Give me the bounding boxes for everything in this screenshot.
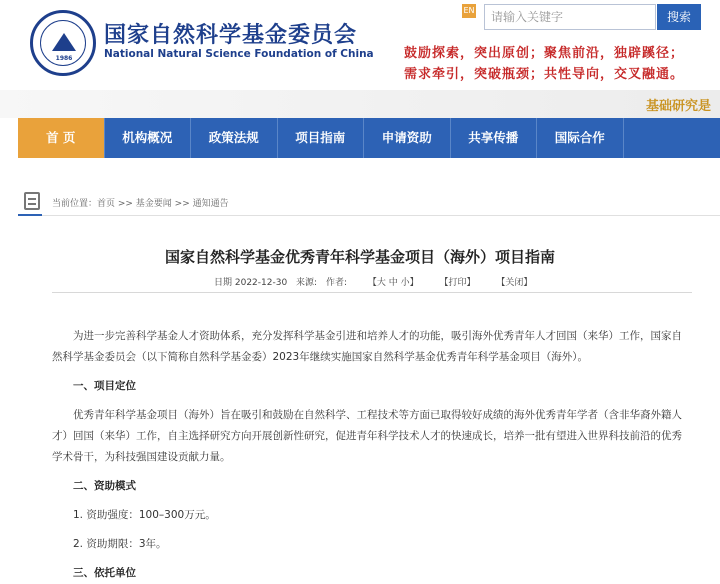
article-source: 来源: bbox=[296, 278, 318, 288]
nav-item-about[interactable]: 机构概况 bbox=[105, 118, 192, 158]
paragraph-funding-amount: 1. 资助强度：100–300万元。 bbox=[73, 509, 216, 521]
org-name-cn: 国家自然科学基金委员会 bbox=[104, 23, 358, 48]
location-icon-line bbox=[28, 203, 36, 205]
nav-item-share[interactable]: 共享传播 bbox=[451, 118, 538, 158]
breadcrumb-divider bbox=[18, 215, 720, 216]
site-header bbox=[0, 0, 720, 90]
article-author: 作者: bbox=[325, 278, 348, 288]
article-meta bbox=[214, 275, 538, 288]
header-ribbon bbox=[0, 90, 720, 118]
font-size-control[interactable]: 【大 中 小】 bbox=[367, 278, 419, 288]
title-divider bbox=[52, 292, 692, 293]
location-icon bbox=[24, 192, 40, 210]
nav-item-policy[interactable]: 政策法规 bbox=[191, 118, 278, 158]
nav-item-intl[interactable]: 国际合作 bbox=[537, 118, 624, 158]
nsfc-logo[interactable] bbox=[30, 10, 96, 76]
language-switch-icon[interactable]: EN bbox=[462, 4, 476, 18]
article-date: 日期 2022-12-30 bbox=[214, 278, 288, 288]
org-name-en: National Natural Science Foundation of China bbox=[104, 48, 374, 60]
slogan-line-2: 需求牵引，突破瓶颈；共性导向，交叉融通。 bbox=[404, 67, 685, 82]
logo-year: 1986 bbox=[55, 55, 73, 62]
nav-item-home[interactable]: 首 页 bbox=[18, 118, 105, 158]
close-link[interactable]: 【关闭】 bbox=[496, 278, 533, 288]
breadcrumb[interactable]: 当前位置：首页 >> 基金要闻 >> 通知通告 bbox=[52, 199, 229, 209]
article-title: 国家自然科学基金优秀青年科学基金项目（海外）项目指南 bbox=[164, 248, 555, 266]
location-icon-line bbox=[28, 198, 36, 200]
main-nav bbox=[18, 118, 720, 158]
paragraph-positioning: 优秀青年科学基金项目（海外）旨在吸引和鼓励在自然科学、工程技术等方面已取得较好成绩的海外优秀青年学者（含非华裔外籍人才）回国（来华）工作，自主选择研究方向开展创新性研究，促进青年科学技术人才的快速成长，培养一批有望进入世界科技前沿的优秀学术骨干，为科技强国建设贡献力量。 bbox=[52, 409, 682, 463]
search-input[interactable]: 请输入关键字 bbox=[484, 4, 656, 30]
paragraph-funding-period: 2. 资助期限：3年。 bbox=[73, 538, 167, 550]
nav-item-apply[interactable]: 申请资助 bbox=[364, 118, 451, 158]
section-heading-3: 三、依托单位 bbox=[73, 567, 136, 579]
logo-inner-ring bbox=[40, 20, 86, 66]
section-heading-2: 二、资助模式 bbox=[73, 480, 136, 492]
slogan-line-1: 鼓励探索，突出原创；聚焦前沿，独辟蹊径； bbox=[404, 46, 685, 61]
section-heading-1: 一、项目定位 bbox=[73, 380, 136, 392]
article-body bbox=[52, 326, 692, 584]
nav-item-guide[interactable]: 项目指南 bbox=[278, 118, 365, 158]
paragraph-intro: 为进一步完善科学基金人才资助体系，充分发挥科学基金引进和培养人才的功能，吸引海外优秀青年人才回国（来华）工作，国家自然科学基金委员会（以下简称自然科学基金委）2023年继续实施国家自然科学基金优秀青年科学基金项目（海外）。 bbox=[52, 330, 682, 363]
breadcrumb-accent bbox=[18, 214, 42, 216]
print-link[interactable]: 【打印】 bbox=[439, 278, 476, 288]
search-button[interactable]: 搜索 bbox=[657, 4, 701, 30]
ribbon-text: 基础研究是 bbox=[646, 99, 712, 114]
logo-mountain-icon bbox=[52, 33, 76, 51]
